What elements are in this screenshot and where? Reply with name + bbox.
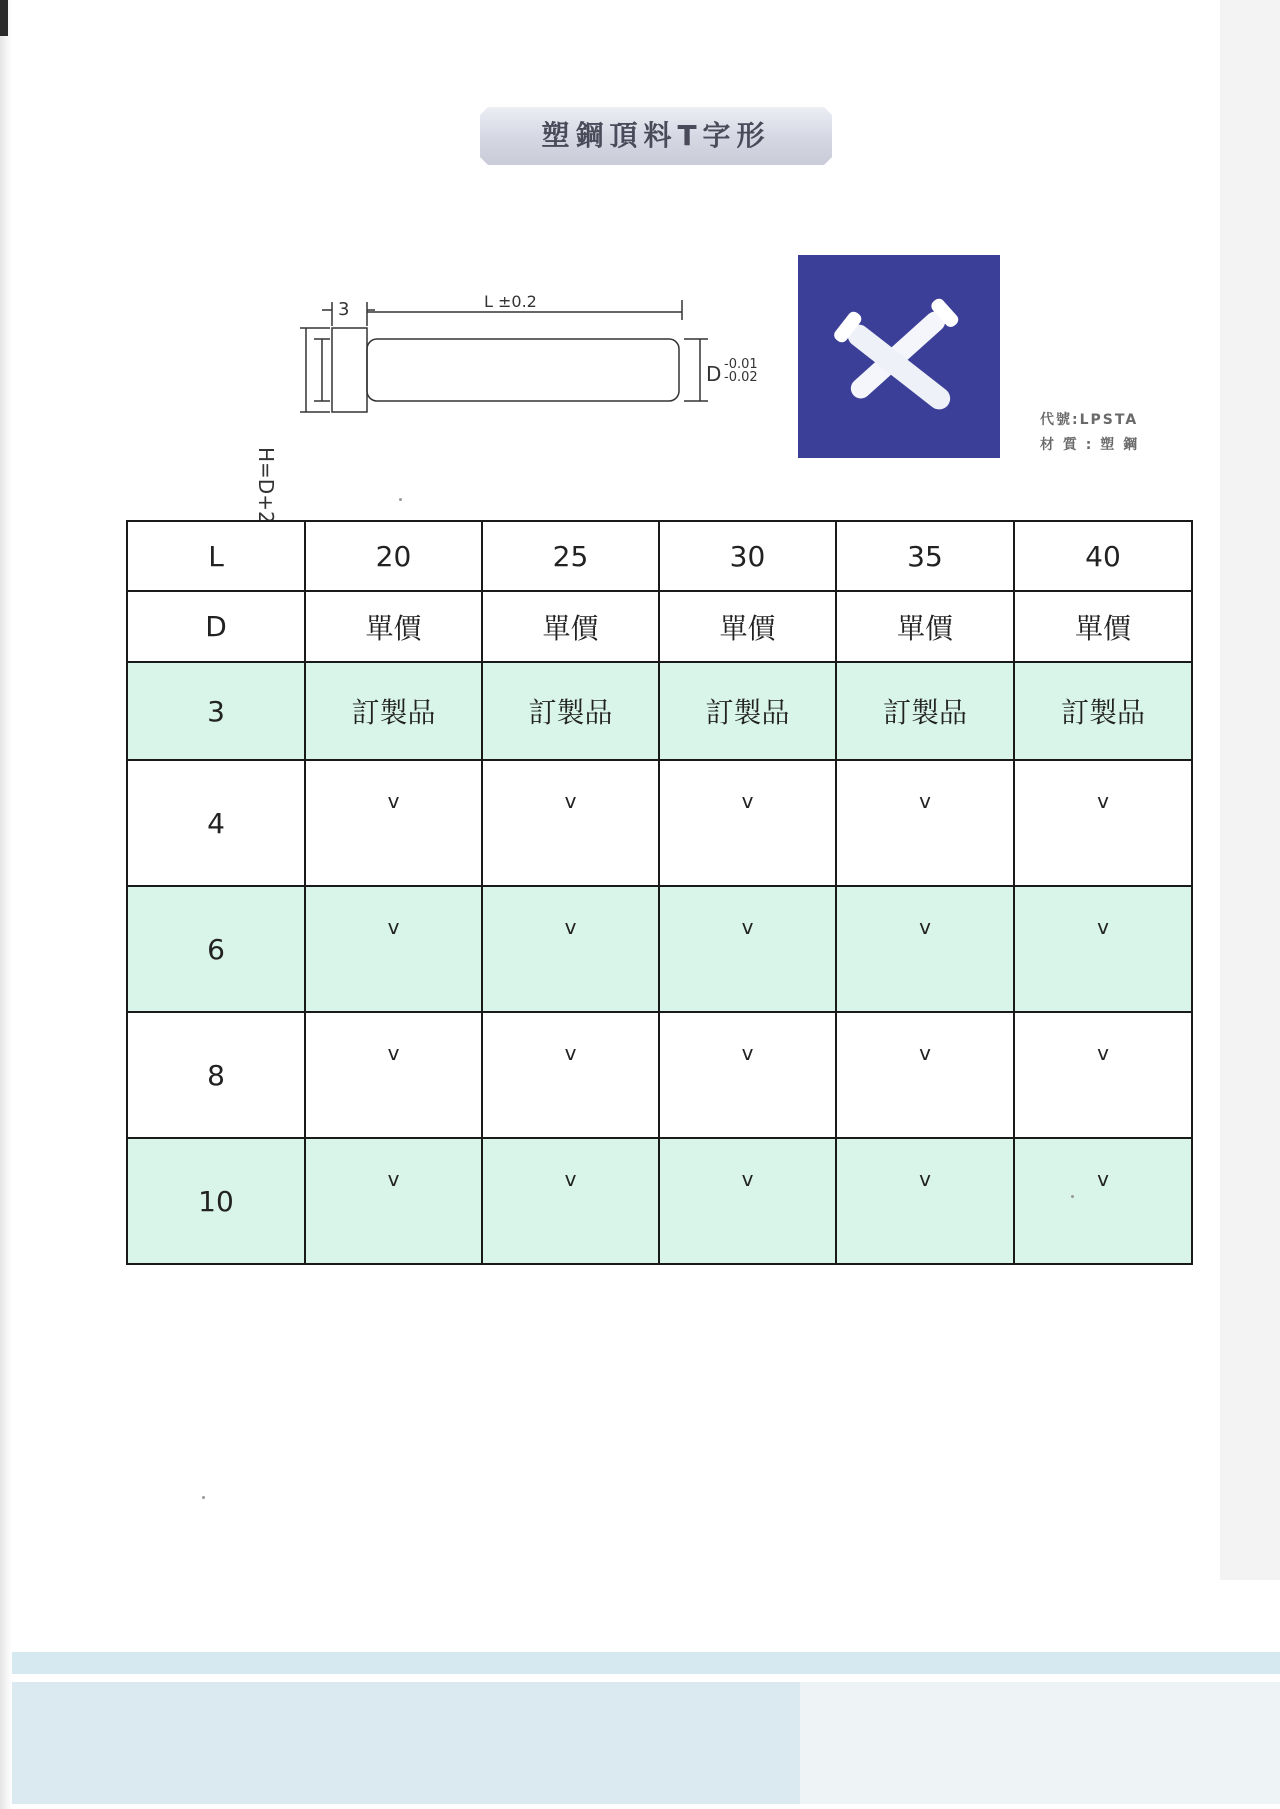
- table-cell: 訂製品: [305, 662, 482, 760]
- row-label: 6: [127, 886, 305, 1012]
- scan-speck: [1071, 1195, 1074, 1198]
- table-cell: 訂製品: [836, 662, 1014, 760]
- tolerance-lower: -0.02: [724, 370, 758, 385]
- table-cell: v: [482, 760, 659, 886]
- product-photo: [798, 255, 1000, 458]
- row-label: 3: [127, 662, 305, 760]
- length-label: L ±0.2: [484, 292, 537, 311]
- header-cell: 單價: [305, 591, 482, 662]
- table-row: [127, 662, 1192, 760]
- technical-drawing: [254, 290, 770, 524]
- header-cell: L: [127, 521, 305, 591]
- table-cell: v: [1014, 760, 1192, 886]
- diameter-tolerance: [724, 358, 758, 384]
- footer-band-light: [800, 1682, 1280, 1804]
- table-row: [127, 1138, 1192, 1264]
- header-cell: D: [127, 591, 305, 662]
- header-row-prices: [127, 591, 1192, 662]
- table-cell: v: [836, 886, 1014, 1012]
- scan-speck: [399, 498, 402, 501]
- t-pin-illustration: [798, 255, 1000, 458]
- header-cell: 單價: [836, 591, 1014, 662]
- header-cell: 20: [305, 521, 482, 591]
- header-cell: 單價: [482, 591, 659, 662]
- row-label: 10: [127, 1138, 305, 1264]
- page-title: 塑鋼頂料T字形: [541, 119, 771, 152]
- table-cell: v: [305, 1138, 482, 1264]
- header-cell: 單價: [659, 591, 836, 662]
- table-row: [127, 760, 1192, 886]
- table-cell: v: [1014, 1012, 1192, 1138]
- header-cell: 40: [1014, 521, 1192, 591]
- table-cell: v: [836, 760, 1014, 886]
- row-label: 8: [127, 1012, 305, 1138]
- header-cell: 單價: [1014, 591, 1192, 662]
- table-cell: v: [659, 886, 836, 1012]
- table-row: [127, 886, 1192, 1012]
- spec-table: [126, 520, 1193, 1265]
- footer-band-gap: [12, 1674, 1280, 1682]
- head-length-label: 3: [338, 299, 350, 320]
- title-banner: [480, 107, 832, 165]
- header-cell: 25: [482, 521, 659, 591]
- header-cell: 35: [836, 521, 1014, 591]
- table-cell: v: [1014, 1138, 1192, 1264]
- table-cell: v: [659, 1138, 836, 1264]
- table-cell: v: [482, 1012, 659, 1138]
- table-cell: v: [836, 1138, 1014, 1264]
- page-edge: [0, 0, 12, 1809]
- product-code: 代號:LPSTA: [1040, 412, 1139, 428]
- table-cell: v: [305, 1012, 482, 1138]
- tolerance-upper: -0.01: [724, 357, 758, 372]
- scan-speck: [202, 1496, 205, 1499]
- header-row-lengths: [127, 521, 1192, 591]
- table-cell: 訂製品: [1014, 662, 1192, 760]
- diameter-label: D: [706, 362, 722, 386]
- table-cell: 訂製品: [659, 662, 836, 760]
- table-cell: v: [659, 760, 836, 886]
- table-cell: 訂製品: [482, 662, 659, 760]
- table-cell: v: [482, 1138, 659, 1264]
- footer-band-top: [12, 1652, 1280, 1674]
- page-edge-mark: [0, 0, 8, 36]
- table-cell: v: [305, 886, 482, 1012]
- product-meta: [1040, 408, 1139, 458]
- table-cell: v: [836, 1012, 1014, 1138]
- table-cell: v: [482, 886, 659, 1012]
- table-cell: v: [659, 1012, 836, 1138]
- product-material: 材 質 : 塑 鋼: [1040, 437, 1140, 453]
- row-label: 4: [127, 760, 305, 886]
- table-row: [127, 1012, 1192, 1138]
- table-cell: v: [1014, 886, 1192, 1012]
- page-right-shade: [1220, 0, 1280, 1580]
- header-cell: 30: [659, 521, 836, 591]
- head-height-label: H=D+2: [254, 447, 278, 524]
- table-cell: v: [305, 760, 482, 886]
